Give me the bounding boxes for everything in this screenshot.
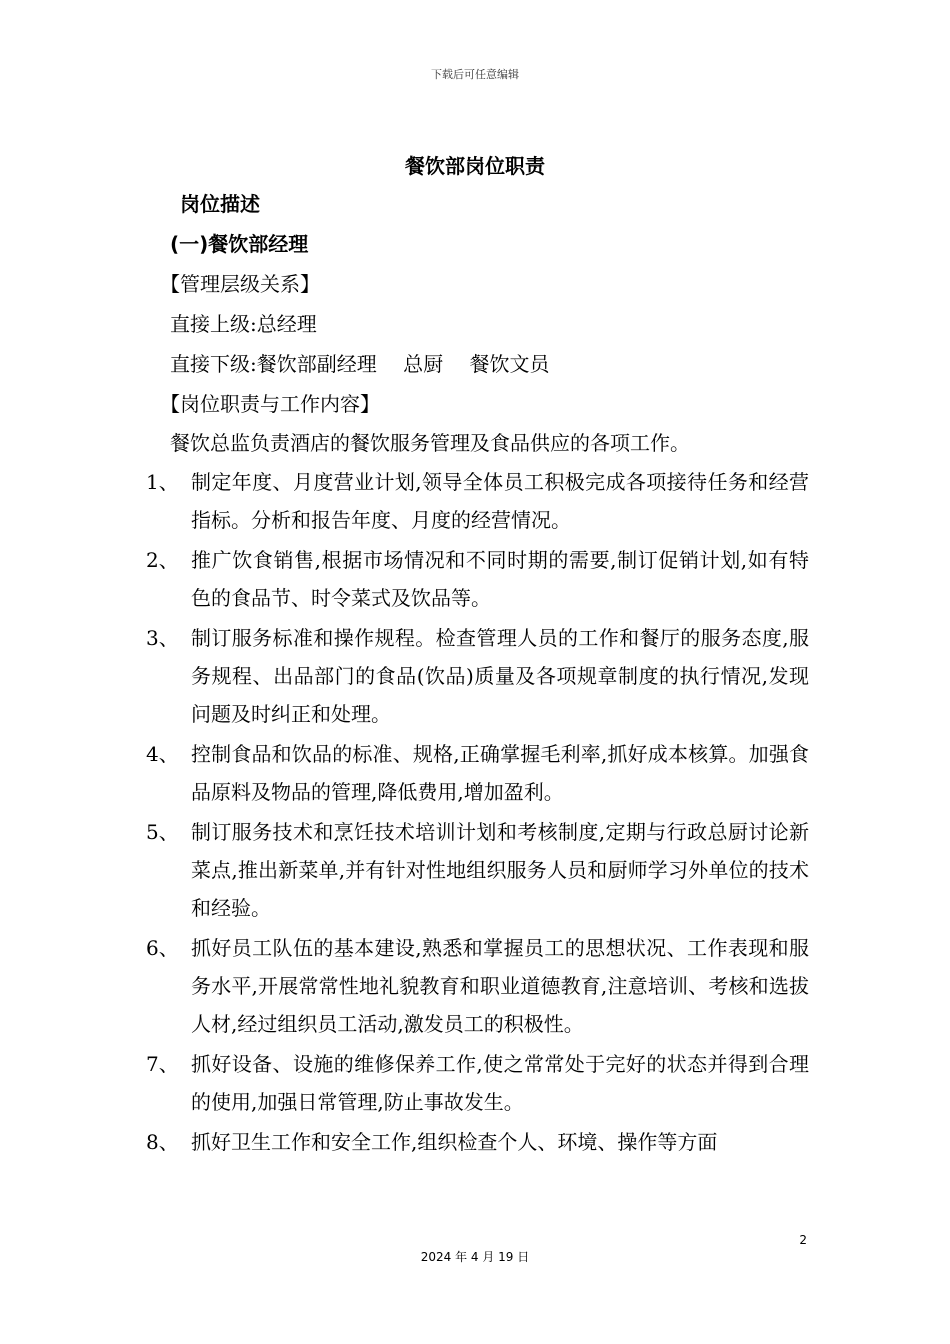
duty-item <box>146 541 816 617</box>
duty-item <box>146 619 816 733</box>
intro-paragraph: 餐饮总监负责酒店的餐饮服务管理及食品供应的各项工作。 <box>170 431 690 455</box>
duty-item <box>146 463 816 539</box>
superior-line: 直接上级:总经理 <box>170 312 317 336</box>
duty-text: 制订服务技术和烹饪技术培训计划和考核制度,定期与行政总厨讨论新菜点,推出新菜单,并有针对性地组织服务人员和厨师学习外单位的技术和经验。 <box>191 820 809 920</box>
duty-text: 抓好员工队伍的基本建设,熟悉和掌握员工的思想状况、工作表现和服务水平,开展常常性地礼貌教育和职业道德教育,注意培训、考核和选拔人材,经过组织员工活动,激发员工的积极性。 <box>191 936 809 1036</box>
management-label: 【管理层级关系】 <box>160 272 320 296</box>
duty-item <box>146 1123 816 1161</box>
subordinate-line: 直接下级:餐饮部副经理 总厨 餐饮文员 <box>170 352 550 376</box>
subsection-heading: (一)餐饮部经理 <box>170 232 309 256</box>
duty-number: 3、 <box>146 626 179 650</box>
duty-list <box>146 463 816 1163</box>
duty-number: 6、 <box>146 936 179 960</box>
footer-date: 2024 年 4 月 19 日 <box>420 1250 530 1264</box>
duty-text: 控制食品和饮品的标准、规格,正确掌握毛利率,抓好成本核算。加强食品原料及物品的管理,降低费用,增加盈利。 <box>191 742 809 804</box>
duty-text: 推广饮食销售,根据市场情况和不同时期的需要,制订促销计划,如有特色的食品节、时令菜式及饮品等。 <box>191 548 809 610</box>
duty-number: 4、 <box>146 742 179 766</box>
duty-number: 5、 <box>146 820 179 844</box>
page-number: 2 <box>799 1233 807 1247</box>
duty-item <box>146 929 816 1043</box>
duty-number: 8、 <box>146 1130 179 1154</box>
header-note: 下载后可任意编辑 <box>431 68 519 81</box>
duty-text: 制定年度、月度营业计划,领导全体员工积极完成各项接待任务和经营 指标。分析和报告年度、月度的经营情况。 <box>191 470 809 532</box>
duty-number: 1、 <box>146 470 179 494</box>
duty-text: 抓好卫生工作和安全工作,组织检查个人、环境、操作等方面 <box>191 1130 718 1154</box>
document-title: 餐饮部岗位职责 <box>405 154 545 178</box>
section-heading: 岗位描述 <box>180 192 260 216</box>
duty-text: 制订服务标准和操作规程。检查管理人员的工作和餐厅的服务态度,服务规程、出品部门的食品(饮品)质量及各项规章制度的执行情况,发现问题及时纠正和处理。 <box>191 626 809 726</box>
duty-item <box>146 735 816 811</box>
duty-text: 抓好设备、设施的维修保养工作,使之常常处于完好的状态并得到合理的使用,加强日常管理,防止事故发生。 <box>191 1052 809 1114</box>
duty-item <box>146 1045 816 1121</box>
duty-number: 7、 <box>146 1052 179 1076</box>
duty-number: 2、 <box>146 548 179 572</box>
duty-item <box>146 813 816 927</box>
duties-label: 【岗位职责与工作内容】 <box>160 392 380 416</box>
